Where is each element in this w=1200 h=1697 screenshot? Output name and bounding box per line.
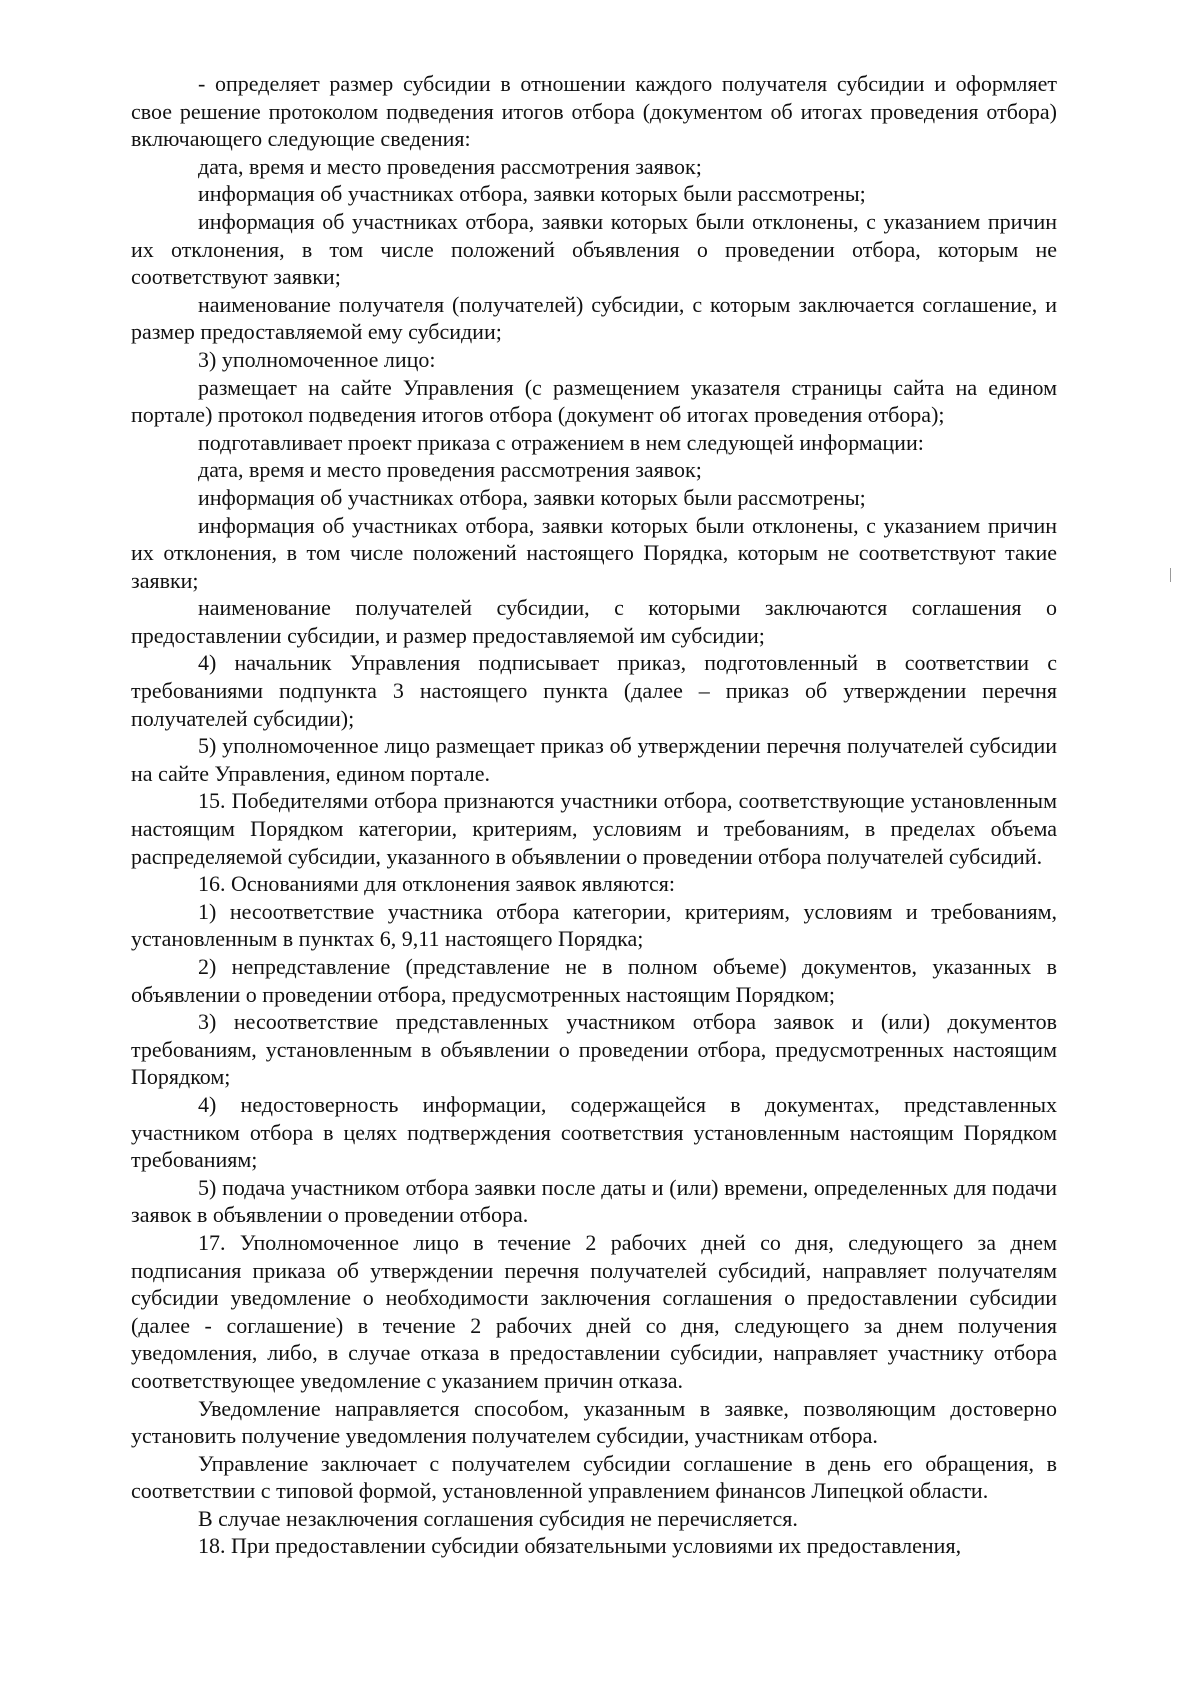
paragraph-recipient-name: наименование получателя (получателей) субсидии, с которым заключается соглашение, и размер предоставляемой ему субсидии; — [131, 291, 1057, 345]
paragraph-ground-1: 1) несоответствие участника отбора категории, критериям, условиям и требованиям, установленным в пунктах 6, 9,11 настоящего Порядка; — [131, 898, 1057, 952]
paragraph-item-18: 18. При предоставлении субсидии обязательными условиями их предоставления, — [198, 1533, 962, 1559]
paragraph-ground-2: 2) непредставление (представление не в полном объеме) документов, указанных в объявлении о проведении отбора, предусмотренных настоящим Порядком; — [131, 954, 1057, 1007]
paragraph-agreement-conclusion: Управление заключает с получателем субсидии соглашение в день его обращения, в соответствии с типовой формой, установленной управлением финансов Липецкой области. — [131, 1450, 1057, 1504]
paragraph-prepares-order: подготавливает проект приказа с отражением в нем следующей информации: — [198, 429, 924, 455]
paragraph-item-15: 15. Победителями отбора признаются участники отбора, соответствующие установленным настоящим Порядком категории, критериям, условиям и требованиям, в пределах объема распределяемой субсидии, указанного в объявлении о проведении отбора получателей субсидий. — [131, 788, 1057, 869]
paragraph-item-17: 17. Уполномоченное лицо в течение 2 рабочих дней со дня, следующего за днем подписания приказа об утверждении перечня получателей субсидий, направляет получателям субсидии уведомление о необходимости заключения соглашения о предоставлении субсидии (далее - соглашение) в течение 2 рабочих дней со дня, следующего за днем получения уведомления, либо, в случае отказа в предоставлении субсидии, направляет участнику отбора соответствующее уведомление с указанием причин отказа. — [131, 1229, 1057, 1393]
paragraph-publishes-protocol: размещает на сайте Управления (с размещением указателя страницы сайта на едином портале) протокол подведения итогов отбора (документ об итогах проведения отбора); — [131, 374, 1057, 428]
paragraph-item-16: 16. Основаниями для отклонения заявок являются: — [198, 871, 675, 897]
paragraph-participants-reviewed-2: информация об участниках отбора, заявки которых были рассмотрены; — [198, 484, 866, 510]
paragraph-participants-rejected: информация об участниках отбора, заявки которых были отклонены, с указанием причин их отклонения, в том числе положений объявления о проведении отбора, которым не соответствуют заявки; — [131, 208, 1057, 290]
paragraph-notification-method: Уведомление направляется способом, указанным в заявке, позволяющим достоверно установить получение уведомления получателем субсидии, участникам отбора. — [131, 1395, 1057, 1449]
document-page — [131, 70, 1057, 1560]
paragraph-no-agreement: В случае незаключения соглашения субсидия не перечисляется. — [198, 1505, 798, 1531]
paragraph-ground-5: 5) подача участником отбора заявки после даты и (или) времени, определенных для подачи заявок в объявлении о проведении отбора. — [131, 1174, 1057, 1228]
paragraph-participants-rejected-2: информация об участниках отбора, заявки которых были отклонены, с указанием причин их отклонения, в том числе положений настоящего Порядка, которым не соответствуют такие заявки; — [131, 512, 1057, 593]
paragraph-publishes-order: 5) уполномоченное лицо размещает приказ об утверждении перечня получателей субсидии на сайте Управления, едином портале. — [131, 733, 1057, 786]
paragraph-authorized-person: 3) уполномоченное лицо: — [198, 346, 436, 372]
paragraph-participants-reviewed: информация об участниках отбора, заявки которых были рассмотрены; — [198, 181, 866, 207]
paragraph-recipients-names: наименование получателей субсидии, с которыми заключаются соглашения о предоставлении субсидии, и размер предоставляемой им субсидии; — [131, 595, 1057, 648]
paragraph-date-time-place: дата, время и место проведения рассмотрения заявок; — [198, 153, 702, 179]
paragraph-subsidy-size: - определяет размер субсидии в отношении каждого получателя субсидии и оформляет свое решение протоколом подведения итогов отбора (документом об итогах проведения отбора) включающего следующие сведения: — [131, 71, 1057, 152]
paragraph-head-signs-order: 4) начальник Управления подписывает приказ, подготовленный в соответствии с требованиями подпункта 3 настоящего пункта (далее – приказ об утверждении перечня получателей субсидии); — [131, 650, 1057, 731]
paragraph-ground-4: 4) недостоверность информации, содержащейся в документах, представленных участником отбора в целях подтверждения соответствия установленным настоящим Порядком требованиям; — [131, 1091, 1057, 1173]
paragraph-date-time-place-2: дата, время и место проведения рассмотрения заявок; — [198, 457, 702, 483]
scan-margin-mark — [1170, 568, 1171, 582]
paragraph-ground-3: 3) несоответствие представленных участником отбора заявок и (или) документов требованиям, установленным в объявлении о проведении отбора, предусмотренных настоящим Порядком; — [131, 1009, 1057, 1090]
